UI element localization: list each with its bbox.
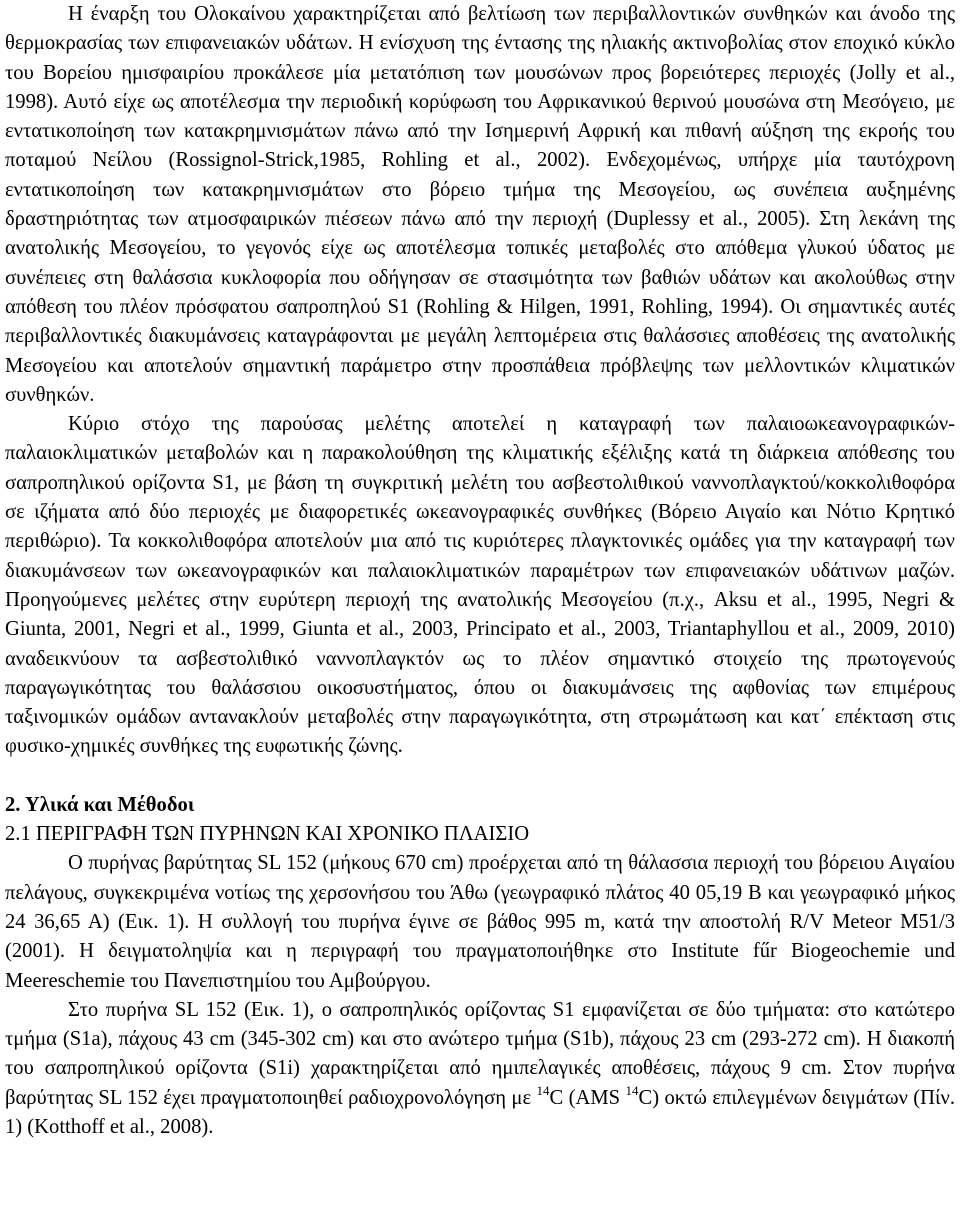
- sapropel-text-part2: C (AMS: [549, 1086, 626, 1109]
- paragraph-core-sl152: Ο πυρήνας βαρύτητας SL 152 (μήκους 670 cm) προέρχεται από τη θάλασσια περιοχή του βόρειου Αιγαίου πελάγους, συγκεκριμένα νοτίως της χερσονήσου του Άθω (γεωγραφικό πλάτος 40 05,19 Β και γεωγραφικό μήκος 24 36,65 Α) (Εικ. 1). Η συλλογή του πυρήνα έγινε σε βάθος 995 m, κατά την αποστολή R/V Meteor M51/3 (2001). Η δειγματοληψία και η περιγραφή του πραγματοποιήθηκε στο Institute fűr Biogeochemie und Meereschemie του Πανεπιστημίου του Αμβούργου.: [5, 852, 956, 992]
- paragraph-study-aim: Κύριο στόχο της παρούσας μελέτης αποτελεί η καταγραφή των παλαιοωκεανογραφικών-παλαιοκλιματικών μεταβολών και η παρακολούθηση της κλιματικής εξέλιξης κατά τη διάρκεια απόθεσης του σαπροπηλικού ορίζοντα S1, με βάση τη συγκριτική μελέτη του ασβεστολιθικού ναννοπλαγκτού/κοκκολιθοφόρα σε ιζήματα από δύο περιοχές με διαφορετικές ωκεανογραφικές συνθήκες (Βόρειο Αιγαίο και Νότιο Κρητικό περιθώριο). Τα κοκκολιθοφόρα αποτελούν μια από τις κυριότερες πλαγκτονικές ομάδες για την καταγραφή των διακυμάνσεων των ωκεανογραφικών και παλαιοκλιματικών παραμέτρων των επιφανειακών υδάτινων μαζών. Προηγούμενες μελέτες στην ευρύτερη περιοχή της ανατολικής Μεσογείου (π.χ., Aksu et al., 1995, Negri & Giunta, 2001, Negri et al., 1999, Giunta et al., 2003, Principato et al., 2003, Triantaphyllou et al., 2009, 2010) αναδεικνύουν τα ασβεστολιθικό ναννοπλαγκτόν ως το πλέον σημαντικό στοιχείο της πρωτογενούς παραγωγικότητας του θαλάσσιου οικοσυστήματος, όπου οι διακυμάνσεις της αφθονίας των επιμέρους ταξινομικών ομάδων αντανακλούν μεταβολές στην παραγωγικότητα, στη στρωμάτωση και κατ΄ επέκταση στις φυσικο-χημικές συνθήκες της ευφωτικής ζώνης.: [5, 413, 955, 758]
- paragraph-sapropel-s1: [5, 996, 955, 1142]
- section-heading-materials-methods: 2. Υλικά και Μέθοδοι: [5, 793, 195, 816]
- subsection-heading-cores: 2.1 ΠΕΡΙΓΡΑΦΗ ΤΩΝ ΠΥΡΗΝΩΝ ΚΑΙ ΧΡΟΝΙΚΟ ΠΛΑΙΣΙΟ: [5, 823, 530, 846]
- sapropel-text-part3: C) οκτώ επιλεγμένων δειγμάτων (Πίν. 1) (Kotthoff et al., 2008).: [5, 1086, 955, 1138]
- isotope-superscript-1: 14: [536, 1082, 550, 1098]
- sapropel-text-part1: Στο πυρήνα SL 152 (Εικ. 1), ο σαπροπηλικός ορίζοντας S1 εμφανίζεται σε δύο τμήματα: στο κατώτερο τμήμα (S1a), πάχους 43 cm (345-302 cm) και στο ανώτερο τμήμα (S1b), πάχους 23 cm (293-272 cm). Η διακοπή του σαπροπηλικού ορίζοντα (S1i) χαρακτηρίζεται από ημιπελαγικές αποθέσεις, πάχους 9 cm. Στον πυρήνα βαρύτητας SL 152 έχει πραγματοποιηθεί ραδιοχρονολόγηση με: [5, 998, 955, 1109]
- isotope-superscript-2: 14: [625, 1082, 639, 1098]
- paragraph-holocene-intro: Η έναρξη του Ολοκαίνου χαρακτηρίζεται από βελτίωση των περιβαλλοντικών συνθηκών και άνοδο της θερμοκρασίας των επιφανειακών υδάτων. Η ενίσχυση της έντασης της ηλιακής ακτινοβολίας στον εποχικό κύκλο του Βορείου ημισφαιρίου προκάλεσε μία μετατόπιση των μουσώνων προς βορειότερες περιοχές (Jolly et al., 1998). Αυτό είχε ως αποτέλεσμα την περιοδική κορύφωση του Αφρικανικού θερινού μουσώνα στη Μεσόγειο, με εντατικοποίηση των κατακρημνισμάτων πάνω από την Ισημερινή Αφρική και πιθανή αύξηση της εκροής του ποταμού Νείλου (Rossignol-Strick,1985, Rohling et al., 2002). Ενδεχομένως, υπήρχε μία ταυτόχρονη εντατικοποίηση των κατακρημνισμάτων στο βόρειο τμήμα της Μεσογείου, ως συνέπεια αυξημένης δραστηριότητας των ατμοσφαιρικών πιέσεων πάνω από την περιοχή (Duplessy et al., 2005). Στη λεκάνη της ανατολικής Μεσογείου, το γεγονός είχε ως αποτέλεσμα τοπικές μεταβολές στο απόθεμα γλυκού ύδατος με συνέπειες στη θαλάσσια κυκλοφορία που οδήγησαν σε στασιμότητα των βαθιών υδάτων και ακολούθως στην απόθεση του πλέον πρόσφατου σαπροπηλού S1 (Rohling & Hilgen, 1991, Rohling, 1994). Οι σημαντικές αυτές περιβαλλοντικές διακυμάνσεις καταγράφονται με μεγάλη λεπτομέρεια στις θαλάσσιες αποθέσεις της ανατολικής Μεσογείου και αποτελούν σημαντική παράμετρο στην προσπάθεια πρόβλεψης των μελλοντικών κλιματικών συνθηκών.: [5, 3, 955, 406]
- document-page: [5, 0, 955, 1142]
